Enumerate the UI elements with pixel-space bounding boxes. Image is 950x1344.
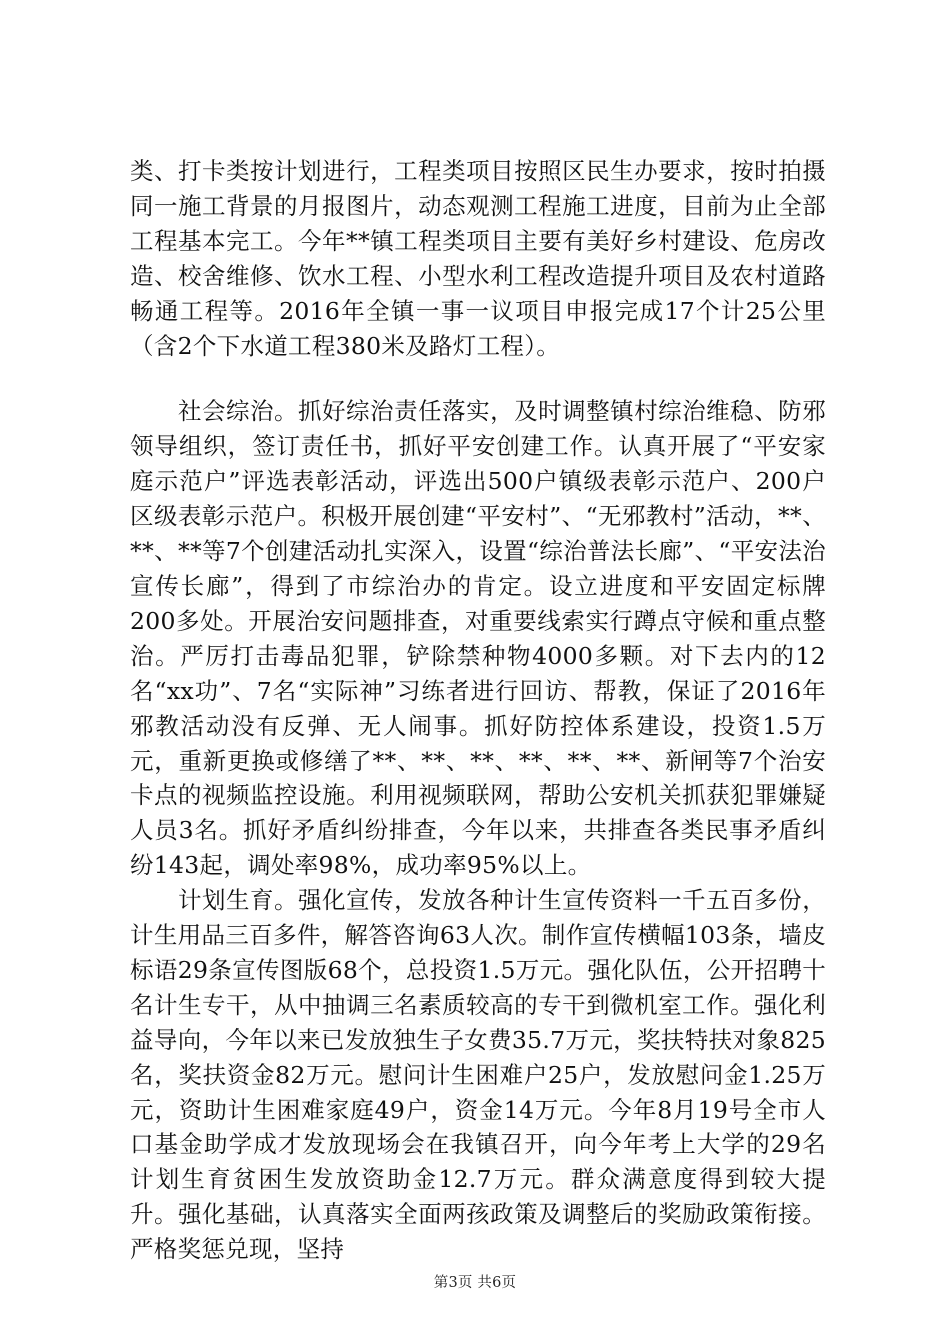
paragraph-project-progress: 类、打卡类按计划进行，工程类项目按照区民生办要求，按时拍摄同一施工背景的月报图片，动态观测工程施工进度，目前为止全部工程基本完工。今年**镇工程类项目主要有美好乡村建设、危房改造、校舍维修、饮水工程、小型水利工程改造提升项目及农村道路畅通工程等。2016年全镇一事一议项目申报完成17个计25公里（含2个下水道工程380米及路灯工程）。 <box>130 157 826 360</box>
paragraph-family-planning: 计划生育。强化宣传，发放各种计生宣传资料一千五百多份，计生用品三百多件，解答咨询63人次。制作宣传横幅103条，墙皮标语29条宣传图版68个，总投资1.5万元。强化队伍，公开招聘十名计生专干，从中抽调三名素质较高的专干到微机室工作。强化利益导向，今年以来已发放独生子女费35.7万元，奖扶特扶对象825名，奖扶资金82万元。慰问计生困难户25户，发放慰问金1.25万元，资助计生困难家庭49户，资金14万元。今年8月19号全市人口基金助学成才发放现场会在我镇召开，向今年考上大学的29名计划生育贫困生发放资助金12.7万元。群众满意度得到较大提升。强化基础，认真落实全面两孩政策及调整后的奖励政策衔接。严格奖惩兑现，坚持 <box>130 886 826 1264</box>
paragraph-spacer <box>130 363 826 394</box>
document-body <box>130 154 826 1267</box>
paragraph-social-security: 社会综治。抓好综治责任落实，及时调整镇村综治维稳、防邪领导组织，签订责任书，抓好平安创建工作。认真开展了“平安家庭示范户”评选表彰活动，评选出500户镇级表彰示范户、200户区级表彰示范户。积极开展创建“平安村”、“无邪教村”活动，**、**、**等7个创建活动扎实深入，设置“综治普法长廊”、“平安法治宣传长廊”，得到了市综治办的肯定。设立进度和平安固定标牌200多处。开展治安问题排查，对重要线索实行蹲点守候和重点整治。严厉打击毒品犯罪，铲除禁种物4000多颗。对下去内的12名“xx功”、7名“实际神”习练者进行回访、帮教，保证了2016年邪教活动没有反弹、无人闹事。抓好防控体系建设，投资1.5万元，重新更换或修缮了**、**、**、**、**、**、新闸等7个治安卡点的视频监控设施。利用视频联网，帮助公安机关抓获犯罪嫌疑人员3名。抓好矛盾纠纷排查，今年以来，共排查各类民事矛盾纠纷143起，调处率98%，成功率95%以上。 <box>130 397 826 880</box>
page-footer: 第3页 共6页 <box>433 1275 517 1291</box>
